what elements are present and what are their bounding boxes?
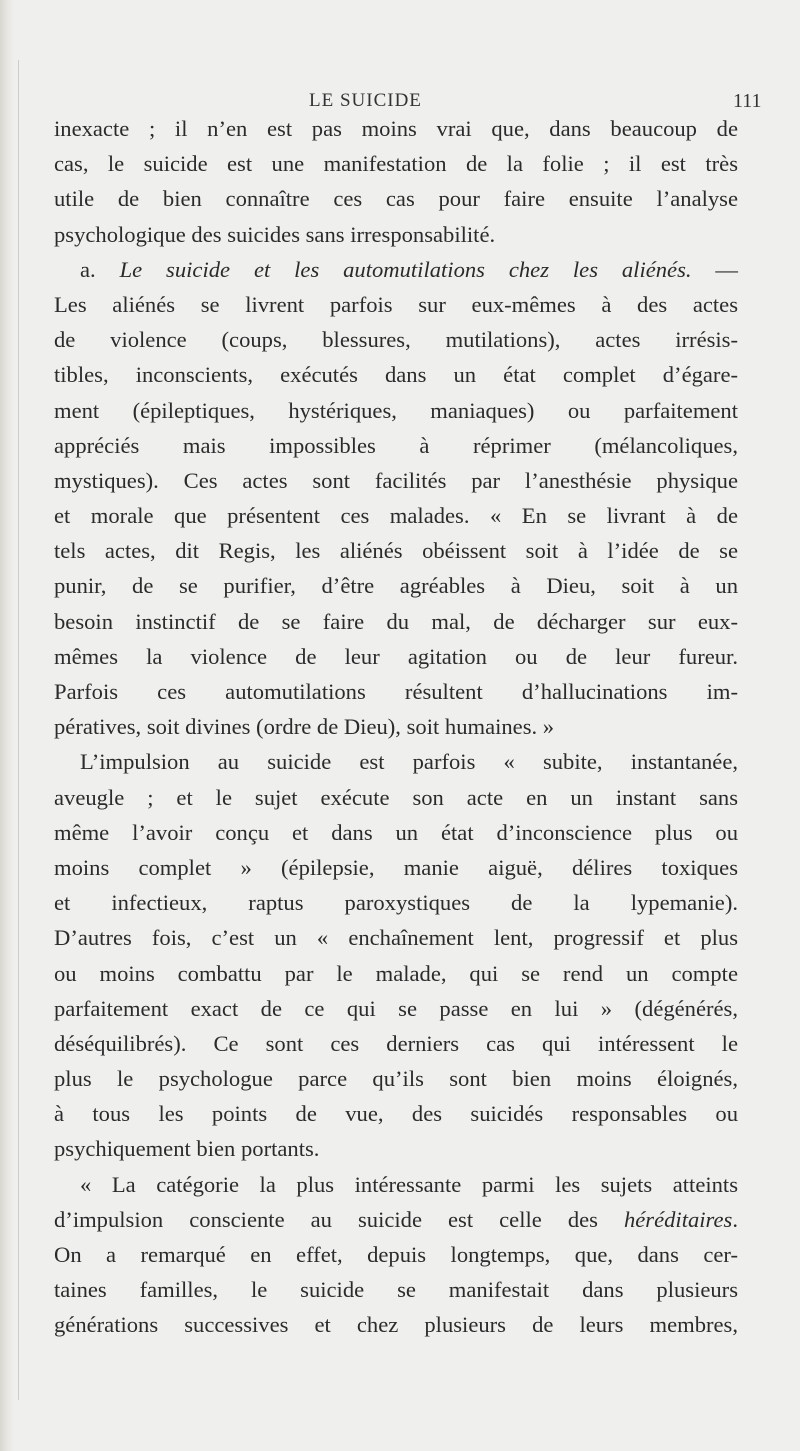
text-line (54, 1237, 738, 1272)
text-line (54, 393, 738, 428)
text-run: D’autres fois, c’est un « enchaînement lent, progressif et plus (54, 925, 738, 951)
text-run: a. (80, 256, 120, 282)
text-line (54, 674, 738, 709)
text-run: utile de bien connaître ces cas pour faire ensuite l’analyse (54, 186, 738, 212)
italic-text-run: héréditaires (623, 1206, 733, 1232)
text-line (54, 111, 738, 146)
page-number: 111 (733, 90, 762, 112)
text-line (54, 991, 738, 1026)
text-line (54, 146, 738, 181)
text-run: ou moins combattu par le malade, qui se rend un compte (54, 960, 738, 986)
text-run: moins complet » (épilepsie, manie aiguë, délires toxiques (54, 854, 738, 880)
text-run: appréciés mais impossibles à réprimer (mélancoliques, (54, 432, 738, 458)
text-run: psychologique des suicides sans irresponsabilité. (54, 221, 496, 247)
text-run: pératives, soit divines (ordre de Dieu), soit humaines. » (54, 714, 555, 740)
text-line (54, 498, 738, 533)
text-run: besoin instinctif de se faire du mal, de décharger sur eux- (54, 608, 738, 634)
text-line (54, 533, 738, 568)
text-line (54, 181, 738, 216)
text-run: inexacte ; il n’en est pas moins vrai que, dans beaucoup de (54, 116, 738, 141)
text-run: L’impulsion au suicide est parfois « subite, instantanée, (80, 749, 738, 775)
text-run: même l’avoir conçu et dans un état d’inconscience plus ou (54, 819, 738, 845)
text-run: générations successives et chez plusieurs de leurs membres, (54, 1312, 738, 1338)
text-line (54, 287, 738, 322)
text-run: à tous les points de vue, des suicidés responsables ou (54, 1101, 738, 1127)
text-run: On a remarqué en effet, depuis longtemps, que, dans cer- (54, 1242, 738, 1267)
text-line (54, 1272, 738, 1307)
text-run: de violence (coups, blessures, mutilations), actes irrésis- (54, 327, 738, 353)
text-run: psychiquement bien portants. (54, 1136, 320, 1162)
text-run: . (732, 1206, 738, 1232)
text-run: Parfois ces automutilations résultent d’hallucinations im- (54, 679, 738, 704)
text-line (54, 1061, 738, 1096)
text-line (54, 428, 738, 463)
text-line (54, 1096, 738, 1131)
text-run: mystiques). Ces actes sont facilités par l’anesthésie physique (54, 467, 738, 493)
text-run: déséquilibrés). Ce sont ces derniers cas qui intéressent le (54, 1030, 738, 1056)
text-run: punir, de se purifier, d’être agréables à Dieu, soit à un (54, 573, 738, 599)
text-line (54, 357, 738, 392)
text-line (54, 322, 738, 357)
text-run: d’impulsion consciente au suicide est celle des (54, 1206, 624, 1232)
text-run: et morale que présentent ces malades. « En se livrant à de (54, 503, 738, 529)
text-line (54, 639, 738, 674)
text-line (54, 744, 738, 779)
text-run: et infectieux, raptus paroxystiques de la lypemanie). (54, 890, 738, 916)
text-line (54, 463, 738, 498)
text-line (54, 252, 738, 287)
text-run: tels actes, dit Regis, les aliénés obéissent soit à l’idée de se (54, 538, 738, 564)
text-line (54, 1167, 738, 1202)
text-run: plus le psychologue parce qu’ils sont bien moins éloignés, (54, 1066, 738, 1092)
text-line (54, 1026, 738, 1061)
text-line (54, 780, 738, 815)
text-line (54, 1202, 738, 1237)
text-run: cas, le suicide est une manifestation de la folie ; il est très (54, 151, 738, 177)
text-run: aveugle ; et le sujet exécute son acte en un instant sans (54, 784, 738, 810)
text-line (54, 568, 738, 603)
page-edge-shadow (0, 0, 14, 1451)
text-line (54, 885, 738, 920)
running-head: LE SUICIDE (309, 90, 422, 111)
text-line (54, 850, 738, 885)
text-line (54, 709, 738, 744)
text-run: taines familles, le suicide se manifestait dans plusieurs (54, 1277, 738, 1303)
text-line (54, 920, 738, 955)
text-run: « La catégorie la plus intéressante parmi les sujets atteints (80, 1171, 738, 1197)
text-run: Les aliénés se livrent parfois sur eux-mêmes à des actes (54, 291, 738, 317)
text-line (54, 217, 738, 252)
page-margin-line (18, 60, 19, 1400)
body-text (54, 111, 738, 1343)
text-run: mêmes la violence de leur agitation ou de leur fureur. (54, 643, 738, 669)
text-run: parfaitement exact de ce qui se passe en lui » (dégénérés, (54, 995, 738, 1021)
text-line (54, 604, 738, 639)
text-line (54, 956, 738, 991)
text-line (54, 1131, 738, 1166)
text-run: — (691, 256, 739, 282)
text-line (54, 815, 738, 850)
text-line (54, 1307, 738, 1342)
text-run: tibles, inconscients, exécutés dans un état complet d’égare- (54, 362, 738, 388)
italic-text-run: Le suicide et les automutilations chez les aliénés. (119, 256, 692, 282)
text-run: ment (épileptiques, hystériques, maniaques) ou parfaitement (54, 397, 738, 423)
page-header (0, 82, 800, 112)
